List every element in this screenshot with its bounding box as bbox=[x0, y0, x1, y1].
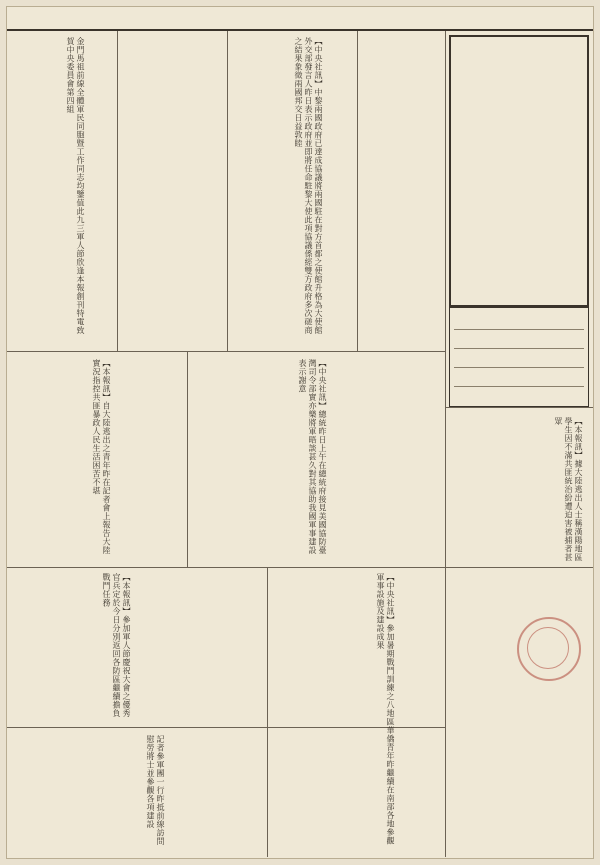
frequency bbox=[454, 367, 584, 387]
column-rule bbox=[267, 567, 268, 857]
publisher bbox=[454, 329, 584, 349]
top-bar bbox=[7, 7, 593, 31]
newspaper-page bbox=[6, 6, 594, 859]
address bbox=[454, 386, 584, 405]
director bbox=[454, 348, 584, 368]
column-rule bbox=[187, 351, 188, 567]
story-body: 【本報訊】據大陸逃出人士稱漢陽地區學生因不滿共匪統治紛遭迫害被捕者甚眾 bbox=[554, 417, 583, 562]
story-body: 【本報訊】自大陸逃出之青年昨在記者會上報告大陸實況指控共匪暴政人民生活困苦不堪 bbox=[92, 359, 111, 555]
column-rule bbox=[357, 31, 358, 351]
row-rule bbox=[7, 567, 593, 568]
story-body: 【中央社訊】參加暑期戰鬥訓練之八地區華僑青年昨繼續在南部各地參觀軍事設施及建設成果 bbox=[376, 573, 395, 845]
seal-stamp bbox=[517, 617, 581, 681]
publication-info bbox=[449, 307, 589, 407]
story-body: 【中央社訊】總統昨日上午在總統府接見美國協防臺灣司令部實亦樂將軍晤談甚久對其協助我國軍事建設表示謝意 bbox=[298, 359, 327, 555]
story-body: 金門馬祖前線全體軍民同胞暨工作同志均鑒值此九三軍人節欣逢本報創刊特電致賀中央委員會第四組 bbox=[66, 37, 85, 335]
lead-body: 【中央社訊】中黎兩國政府已達成協議將兩國駐在對方首都之使館升格為大使館外交部發言人昨日表示政府並即將任命駐黎大使此項協議係經雙方政府多次磋商之結果象徵兩國邦交日益敦睦 bbox=[294, 37, 323, 335]
masthead bbox=[449, 35, 589, 307]
story-body: 記者參軍團一行昨抵前線訪問慰勞將士並參觀各項建設 bbox=[146, 735, 165, 846]
column-rule bbox=[227, 31, 228, 351]
column-rule bbox=[445, 31, 446, 857]
issue-number bbox=[454, 310, 584, 330]
story-body: 【本報訊】參加軍人節慶祝大會之優秀官兵定於今日分別返回各防區繼續擔負戰鬥任務 bbox=[102, 573, 131, 718]
row-rule bbox=[7, 351, 445, 352]
column-rule bbox=[117, 31, 118, 351]
row-rule bbox=[445, 407, 593, 408]
